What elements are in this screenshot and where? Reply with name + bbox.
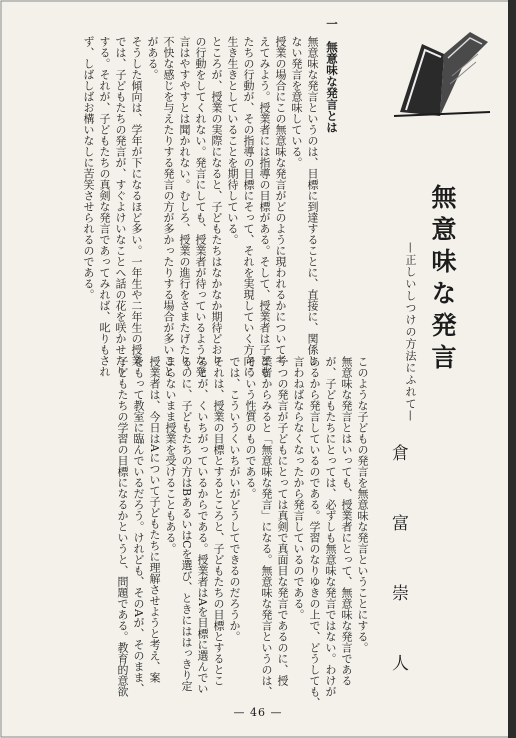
section-heading: 一 無意味な発言とは	[325, 18, 339, 133]
body-column: ところが、授業の実際になると、子どもたちはなかなか期待どおり	[210, 36, 223, 366]
body-column: では、子どもたちの発言が、すぐよけいなことへ話の花を咲かせたり	[114, 36, 127, 377]
body-column: るのに、子どもたちの方はBあるいはCを選び、ときにははっきり定	[180, 356, 193, 692]
body-column: あるから発言しているのである。学習のなりゆきの上で、どうしても、	[308, 356, 321, 708]
body-column: たちの行動が、その指導の目標にそって、それを実現していく方向に	[242, 36, 255, 377]
body-column: では、こういうくいちがいがどうしてできるのだろうか。	[228, 356, 241, 642]
page-number: — 46 —	[233, 706, 283, 719]
body-column: の行動をしてくれない。発言にしても、授業者が待っているような発	[194, 36, 207, 377]
body-column: 言わねばならなくなったから発言しているのである。	[292, 356, 305, 620]
body-column: 言はやすやすとは聞かれない。むしろ、授業の進行をさまたげたり、	[178, 36, 191, 377]
body-column: 業者からみると「無意味な発言」になる。無意味な発言というのは、	[260, 356, 273, 697]
body-column: が、子どもたちにとっては、必ずしも無意味な発言ではない。わけが	[324, 356, 337, 697]
body-column: 一つの発言が子どもにとっては真剣で真面目な発言であるのに、授	[276, 356, 289, 686]
body-column: そうした傾向は、学年が下になるほど多い。一年生や二年生の授業	[130, 36, 143, 366]
body-column: 生き生きとしていることを期待している。	[226, 36, 239, 245]
body-column: 無意味な発言というのは、目標に到達することに、直接に、関係し	[306, 36, 319, 366]
body-column: そういう性質のものである。	[244, 356, 257, 499]
body-column: がある。	[146, 36, 159, 80]
body-column: 子どもたちの学習の目標になるかというと、問題である。教育的意欲	[116, 356, 129, 697]
open-book-icon	[392, 24, 496, 120]
body-column: このような子どもの発言を無意味な発言ということにする。	[356, 356, 369, 653]
article-title: 無意味な発言	[428, 184, 457, 376]
article-subtitle: —正しいしつけの方法にふれて—	[404, 242, 417, 422]
body-column: それは、授業の目標とするところと、子どもたちの目標とするとこ	[212, 356, 225, 686]
body-column: 授業者は、今日はAについて子どもたちに理解させようと考え、案	[148, 356, 161, 683]
body-column: する。それが、子どもたちの真剣な発言であってみれば、叱りもされ	[98, 36, 111, 377]
body-column: えてみよう。授業者には指導の目標がある。そして、授業者は子ども	[258, 36, 271, 377]
body-column: 不快な感じを与えたりする発言の方が多かったりする場合が多いこと	[162, 36, 175, 377]
body-column: をもって教室に臨んでいるだろう。けれども、そのAが、そのまま、	[132, 356, 145, 694]
body-column: ろとが、くいちがっているからである。授業者はAを目標に選んでい	[196, 356, 209, 694]
body-column: まらないまま授業を受けることもある。	[164, 356, 177, 554]
body-column: 無意味な発言とはいっても、授業者にとって、無意味な発言である	[340, 356, 353, 686]
body-column: ない発言を意味している。	[290, 36, 303, 168]
body-column: ず、しばしばお構いなしに苦笑させられるのである。	[82, 36, 95, 300]
body-column: 授業の場合にこの無意味な発言がどのように現われるかについて考	[274, 36, 287, 366]
author-name: 倉 富 崇 人	[388, 444, 408, 689]
